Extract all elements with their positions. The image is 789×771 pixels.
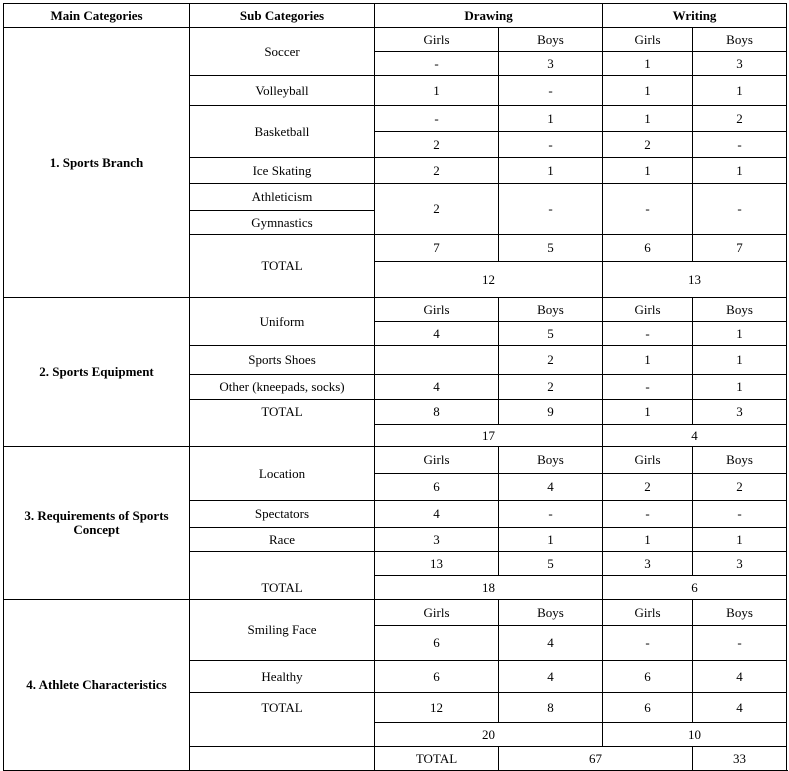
sub-category-label: Uniform [190, 298, 375, 346]
gender-header-row [4, 600, 787, 626]
sub-category-label: Location [190, 447, 375, 501]
writing-girls-value: - [603, 322, 693, 346]
main-category-sports-branch: 1. Sports Branch [4, 28, 190, 298]
drawing-girls-value: 2 [375, 132, 499, 158]
writing-boys-value: 2 [693, 474, 787, 501]
writing-girls-header: Girls [603, 28, 693, 52]
total-drawing-girls: 13 [375, 552, 499, 576]
grand-total-blank [190, 747, 375, 771]
gender-header-row [4, 447, 787, 474]
writing-boys-value: 1 [693, 346, 787, 375]
grand-total-label: TOTAL [375, 747, 499, 771]
sub-category-label: Gymnastics [190, 211, 375, 235]
drawing-girls-value: - [375, 106, 499, 132]
drawing-girls-value: 4 [375, 501, 499, 528]
writing-girls-value: 1 [603, 52, 693, 76]
writing-girls-value: - [603, 375, 693, 400]
sub-category-label: Sports Shoes [190, 346, 375, 375]
writing-boys-value: - [693, 501, 787, 528]
drawing-boys-value: 2 [499, 375, 603, 400]
drawing-boys-value: 5 [499, 322, 603, 346]
sub-categories-header: Sub Categories [190, 4, 375, 28]
total-drawing-girls: 12 [375, 693, 499, 723]
writing-girls-value: 2 [603, 474, 693, 501]
writing-girls-value: 2 [603, 132, 693, 158]
drawing-sum: 17 [375, 425, 603, 447]
writing-girls-value: 6 [603, 661, 693, 693]
writing-boys-value: 2 [693, 106, 787, 132]
drawing-girls-value: 2 [375, 158, 499, 184]
drawing-boys-value: 4 [499, 661, 603, 693]
total-drawing-boys: 9 [499, 400, 603, 425]
writing-boys-value: 4 [693, 661, 787, 693]
gender-header-row [4, 28, 787, 52]
drawing-boys-value: - [499, 132, 603, 158]
total-drawing-girls: 7 [375, 235, 499, 262]
writing-boys-value: 3 [693, 52, 787, 76]
sub-category-label: Soccer [190, 28, 375, 76]
total-writing-boys: 7 [693, 235, 787, 262]
drawing-girls-value: 3 [375, 528, 499, 552]
drawing-girls-header: Girls [375, 600, 499, 626]
writing-sum: 13 [603, 262, 787, 298]
total-writing-boys: 3 [693, 400, 787, 425]
writing-girls-value: - [603, 184, 693, 235]
drawing-boys-value: 1 [499, 106, 603, 132]
writing-girls-header: Girls [603, 447, 693, 474]
drawing-boys-value: - [499, 184, 603, 235]
total-drawing-boys: 5 [499, 235, 603, 262]
writing-boys-value: - [693, 184, 787, 235]
writing-girls-value: 1 [603, 158, 693, 184]
total-writing-boys: 3 [693, 552, 787, 576]
total-writing-boys: 4 [693, 693, 787, 723]
drawing-girls-value: - [375, 52, 499, 76]
writing-girls-value: 1 [603, 76, 693, 106]
total-label: TOTAL [190, 552, 375, 600]
drawing-girls-value: 6 [375, 474, 499, 501]
drawing-boys-header: Boys [499, 28, 603, 52]
total-drawing-boys: 8 [499, 693, 603, 723]
sub-category-label: Spectators [190, 501, 375, 528]
writing-girls-value: 1 [603, 346, 693, 375]
total-label: TOTAL [190, 235, 375, 298]
writing-sum: 10 [603, 723, 787, 747]
drawing-boys-header: Boys [499, 600, 603, 626]
writing-girls-value: - [603, 626, 693, 661]
writing-girls-value: - [603, 501, 693, 528]
total-writing-girls: 1 [603, 400, 693, 425]
drawing-boys-value: 2 [499, 346, 603, 375]
writing-boys-header: Boys [693, 28, 787, 52]
drawing-sum: 18 [375, 576, 603, 600]
drawing-girls-value: 2 [375, 184, 499, 235]
total-writing-girls: 6 [603, 693, 693, 723]
main-category-requirements: 3. Requirements of Sports Concept [4, 447, 190, 600]
drawing-header: Drawing [375, 4, 603, 28]
drawing-sum: 20 [375, 723, 603, 747]
sub-category-label: Volleyball [190, 76, 375, 106]
main-categories-header: Main Categories [4, 4, 190, 28]
main-category-athlete: 4. Athlete Characteristics [4, 600, 190, 771]
drawing-boys-value: 4 [499, 474, 603, 501]
writing-girls-header: Girls [603, 298, 693, 322]
drawing-girls-header: Girls [375, 298, 499, 322]
sub-category-label: Athleticism [190, 184, 375, 211]
writing-boys-value: 1 [693, 158, 787, 184]
sub-category-label: Ice Skating [190, 158, 375, 184]
total-writing-girls: 3 [603, 552, 693, 576]
writing-boys-header: Boys [693, 298, 787, 322]
drawing-sum: 12 [375, 262, 603, 298]
drawing-girls-value: 4 [375, 322, 499, 346]
total-label: TOTAL [190, 693, 375, 747]
main-category-sports-equipment: 2. Sports Equipment [4, 298, 190, 447]
drawing-boys-value: - [499, 501, 603, 528]
writing-sum: 4 [603, 425, 787, 447]
drawing-girls-value: 6 [375, 661, 499, 693]
total-label: TOTAL [190, 400, 375, 447]
drawing-boys-header: Boys [499, 447, 603, 474]
grand-total-writing: 33 [693, 747, 787, 771]
writing-sum: 6 [603, 576, 787, 600]
sub-category-label: Smiling Face [190, 600, 375, 661]
drawing-boys-value: 4 [499, 626, 603, 661]
writing-boys-header: Boys [693, 600, 787, 626]
total-drawing-girls: 8 [375, 400, 499, 425]
gender-header-row [4, 298, 787, 322]
writing-girls-header: Girls [603, 600, 693, 626]
drawing-boys-value: 3 [499, 52, 603, 76]
sub-category-label: Race [190, 528, 375, 552]
sub-category-label: Healthy [190, 661, 375, 693]
drawing-boys-header: Boys [499, 298, 603, 322]
writing-boys-value: - [693, 132, 787, 158]
sub-category-label: Basketball [190, 106, 375, 158]
drawing-girls-header: Girls [375, 447, 499, 474]
drawing-boys-value: - [499, 76, 603, 106]
sub-category-label: Other (kneepads, socks) [190, 375, 375, 400]
writing-header: Writing [603, 4, 787, 28]
writing-boys-value: 1 [693, 322, 787, 346]
writing-boys-value: 1 [693, 76, 787, 106]
total-drawing-boys: 5 [499, 552, 603, 576]
writing-boys-header: Boys [693, 447, 787, 474]
header-row [4, 4, 787, 28]
writing-boys-value: 1 [693, 528, 787, 552]
drawing-boys-value: 1 [499, 158, 603, 184]
drawing-girls-value: 1 [375, 76, 499, 106]
writing-girls-value: 1 [603, 528, 693, 552]
writing-girls-value: 1 [603, 106, 693, 132]
drawing-girls-header: Girls [375, 28, 499, 52]
drawing-girls-value: 4 [375, 375, 499, 400]
drawing-girls-value [375, 346, 499, 375]
grand-total-drawing: 67 [499, 747, 693, 771]
category-table [3, 3, 787, 771]
drawing-girls-value: 6 [375, 626, 499, 661]
writing-boys-value: 1 [693, 375, 787, 400]
drawing-boys-value: 1 [499, 528, 603, 552]
writing-boys-value: - [693, 626, 787, 661]
total-writing-girls: 6 [603, 235, 693, 262]
